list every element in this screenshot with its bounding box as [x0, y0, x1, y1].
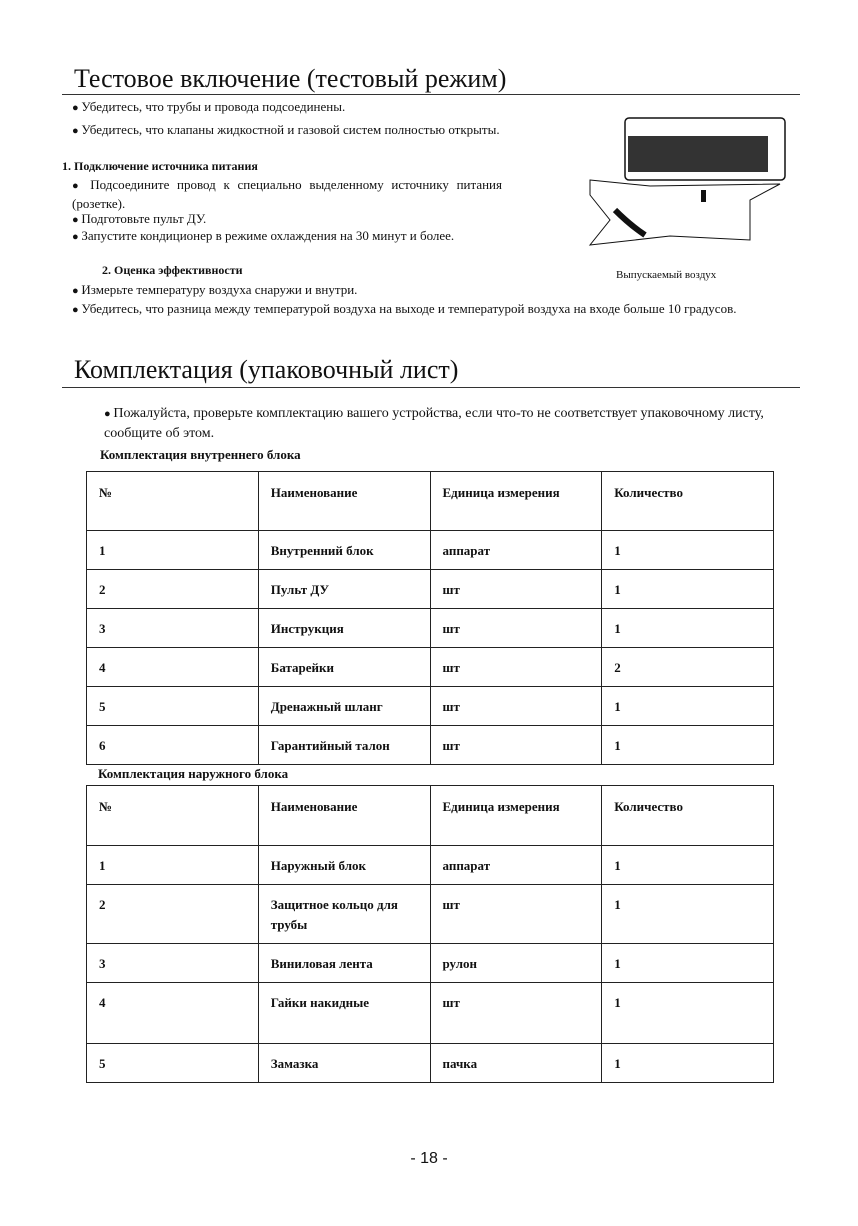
cell-unit: рулон: [430, 944, 602, 983]
cell-number: 2: [87, 885, 259, 944]
bullet: ● Измерьте температуру воздуха снаружи и внутри.: [72, 281, 572, 300]
indoor-packing-table: [86, 471, 774, 765]
cell-name: Внутренний блок: [258, 531, 430, 570]
bullet: ● Убедитесь, что разница между температурой воздуха на выходе и температурой воздуха на входе больше 10 градусов.: [72, 300, 802, 319]
cell-name: Инструкция: [258, 609, 430, 648]
bullet: ● Убедитесь, что трубы и провода подсоединены.: [72, 98, 512, 117]
section-title-test-run: Тестовое включение (тестовый режим): [74, 64, 507, 93]
figure-caption: Выпускаемый воздух: [616, 269, 717, 281]
cell-unit: пачка: [430, 1044, 602, 1083]
cell-number: 5: [87, 1044, 259, 1083]
cell-quantity: 1: [602, 609, 774, 648]
cell-name: Пульт ДУ: [258, 570, 430, 609]
bullet: ● Подготовьте пульт ДУ.: [72, 210, 502, 229]
table-row: [87, 726, 774, 765]
air-conditioner-illustration: [580, 110, 800, 260]
cell-number: 5: [87, 687, 259, 726]
cell-quantity: 2: [602, 648, 774, 687]
cell-name: Дренажный шланг: [258, 687, 430, 726]
table-row: [87, 687, 774, 726]
cell-name: Замазка: [258, 1044, 430, 1083]
bullet: ● Запустите кондиционер в режиме охлаждения на 30 минут и более.: [72, 227, 502, 246]
cell-quantity: 1: [602, 687, 774, 726]
table-row: [87, 531, 774, 570]
cell-quantity: 1: [602, 885, 774, 944]
table-row: [87, 885, 774, 944]
header-name: Наименование: [258, 472, 430, 531]
header-quantity: Количество: [602, 472, 774, 531]
cell-number: 1: [87, 531, 259, 570]
header-unit: Единица измерения: [430, 786, 602, 846]
cell-quantity: 1: [602, 726, 774, 765]
bullet: ● Убедитесь, что клапаны жидкостной и газовой систем полностью открыты.: [72, 121, 502, 140]
table-header-row: [87, 786, 774, 846]
cell-unit: шт: [430, 726, 602, 765]
cell-quantity: 1: [602, 846, 774, 885]
subheading: 2. Оценка эффективности: [102, 263, 243, 277]
cell-unit: шт: [430, 648, 602, 687]
cell-unit: шт: [430, 983, 602, 1044]
header-number: №: [87, 472, 259, 531]
section-title-packing-list: Комплектация (упаковочный лист): [74, 355, 459, 384]
table-row: [87, 944, 774, 983]
cell-name: Наружный блок: [258, 846, 430, 885]
cell-name: Батарейки: [258, 648, 430, 687]
cell-quantity: 1: [602, 570, 774, 609]
table-row: [87, 846, 774, 885]
table-row: [87, 570, 774, 609]
subheading: 1. Подключение источника питания: [62, 159, 258, 173]
table-header-row: [87, 472, 774, 531]
divider: [62, 387, 800, 388]
cell-quantity: 1: [602, 1044, 774, 1083]
table-row: [87, 1044, 774, 1083]
outdoor-table-title: Комплектация наружного блока: [98, 766, 289, 781]
cell-name: Виниловая лента: [258, 944, 430, 983]
indoor-table-title: Комплектация внутреннего блока: [100, 447, 301, 462]
header-number: №: [87, 786, 259, 846]
cell-number: 6: [87, 726, 259, 765]
cell-unit: шт: [430, 885, 602, 944]
cell-unit: аппарат: [430, 846, 602, 885]
cell-number: 3: [87, 944, 259, 983]
cell-name: Гарантийный талон: [258, 726, 430, 765]
divider: [62, 94, 800, 95]
cell-quantity: 1: [602, 531, 774, 570]
cell-unit: шт: [430, 687, 602, 726]
bullet: ● Подсоедините провод к специально выделенному источнику питания (розетке).: [72, 176, 502, 212]
header-quantity: Количество: [602, 786, 774, 846]
cell-unit: аппарат: [430, 531, 602, 570]
table-row: [87, 983, 774, 1044]
cell-unit: шт: [430, 570, 602, 609]
table-row: [87, 609, 774, 648]
cell-quantity: 1: [602, 983, 774, 1044]
outdoor-packing-table: [86, 785, 774, 1083]
intro-text: ● Пожалуйста, проверьте комплектацию вашего устройства, если что-то не соответствует упаковочному листу, сообщите об этом.: [104, 404, 764, 444]
cell-number: 3: [87, 609, 259, 648]
cell-quantity: 1: [602, 944, 774, 983]
cell-number: 4: [87, 648, 259, 687]
header-name: Наименование: [258, 786, 430, 846]
header-unit: Единица измерения: [430, 472, 602, 531]
cell-number: 2: [87, 570, 259, 609]
page-number: - 18 -: [410, 1150, 448, 1167]
table-row: [87, 648, 774, 687]
cell-name: Гайки накидные: [258, 983, 430, 1044]
cell-unit: шт: [430, 609, 602, 648]
cell-number: 1: [87, 846, 259, 885]
cell-name: Защитное кольцо для трубы: [258, 885, 430, 944]
cell-number: 4: [87, 983, 259, 1044]
